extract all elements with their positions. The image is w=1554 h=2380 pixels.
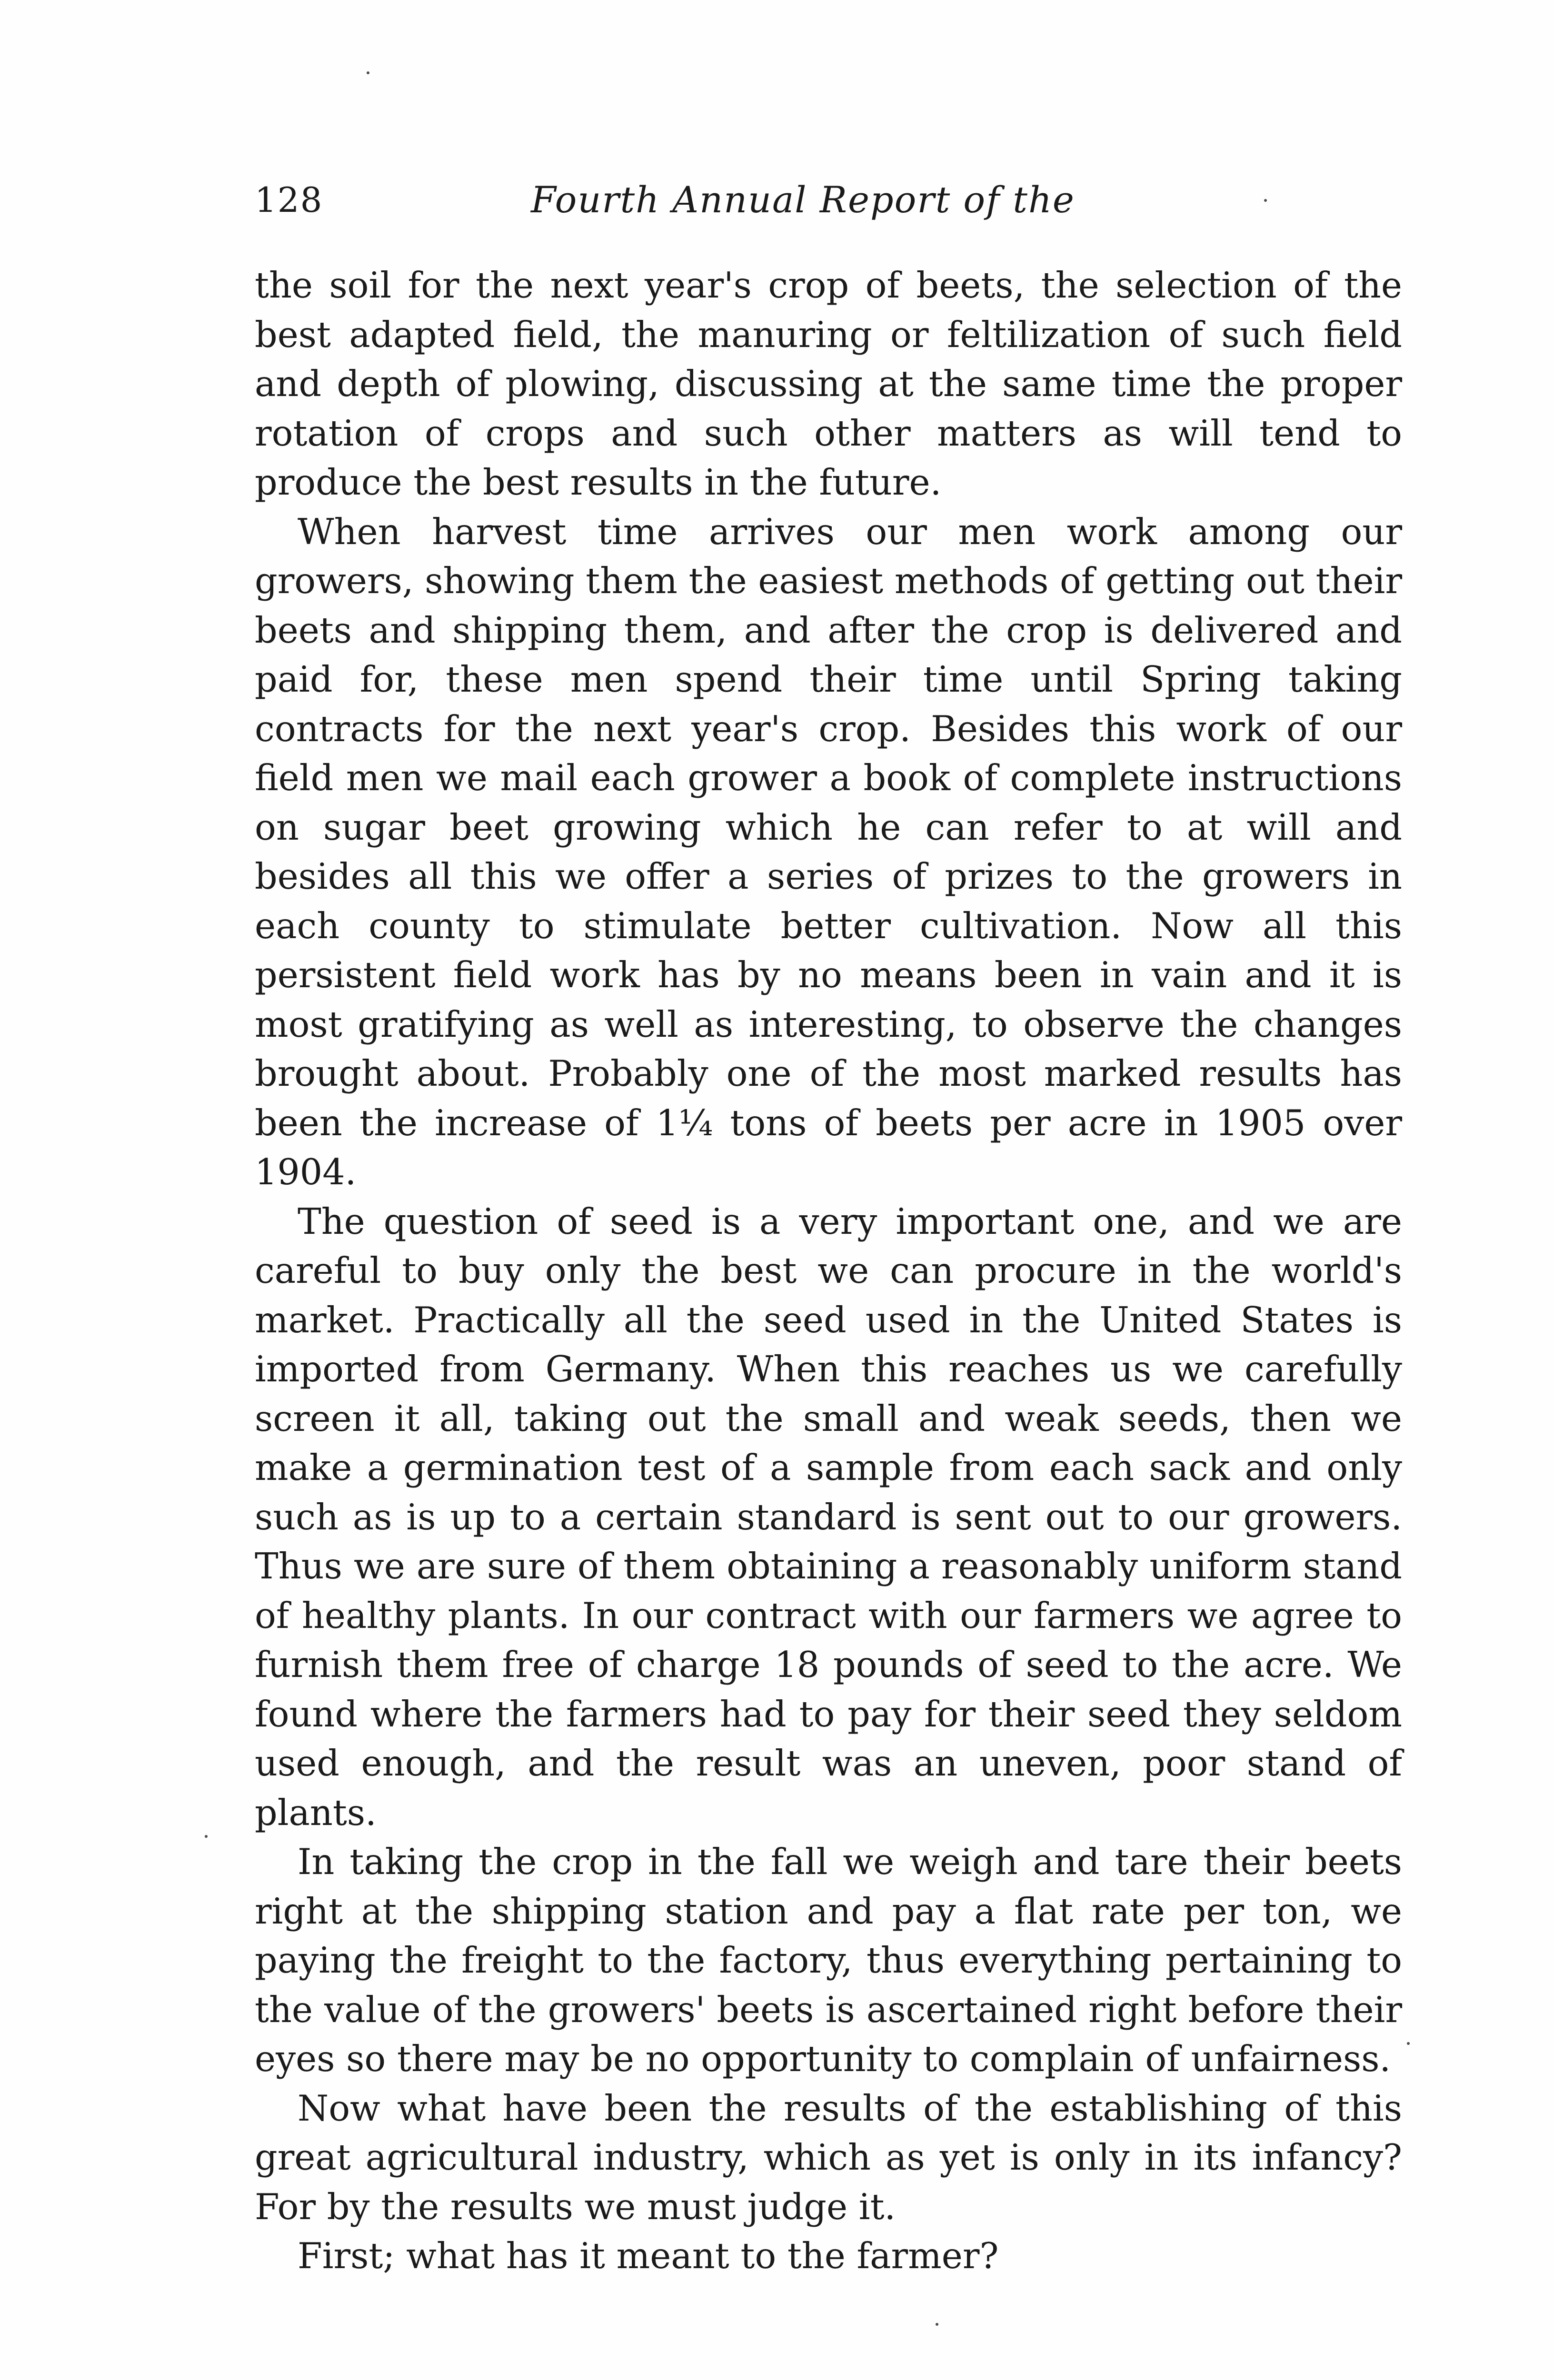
paragraph-results: Now what have been the results of the establishing of this great agricultural industry, which as yet is only in its infancy? For by the results we must judge it.	[255, 2087, 1402, 2228]
paragraph-harvest-time: When harvest time arrives our men work among our growers, showing them the easiest methods of getting out their beets and shipping them, and after the crop is delivered and paid for, these men spend their time until Spring taking contracts for the next year's crop. Besides this work of our field men we mail each grower a book of complete instructions on sugar beet growing which he can refer to at will and besides all this we offer a series of prizes to the growers in each county to stimulate better cultivation. Now all this persistent field work has by no means been in vain and it is most gratifying as well as interesting, to observe the changes brought about. Probably one of the most marked results has been the increase of 1¼ tons of beets per acre in 1905 over 1904.	[255, 511, 1402, 1193]
paper-speck	[205, 1835, 208, 1838]
paragraph-continued: the soil for the next year's crop of beets, the selection of the best adapted field, the manuring or feltilization of such field and depth of plowing, discussing at the same time the proper rotation of crops and such other matters as will tend to produce the best results in the future.	[255, 265, 1402, 503]
paragraph-seed-question: The question of seed is a very important one, and we are careful to buy only the best we can procure in the world's market. Practically all the seed used in the United States is imported from Germany. When this reaches us we carefully screen it all, taking out the small and weak seeds, then we make a germination test of a sample from each sack and only such as is up to a certain standard is sent out to our growers. Thus we are sure of them obtaining a reasonably uniform stand of healthy plants. In our contract with our farmers we agree to furnish them free of charge 18 pounds of seed to the acre. We found where the farmers had to pay for their seed they seldom used enough, and the result was an uneven, poor stand of plants.	[255, 1200, 1402, 1834]
page-number: 128	[255, 180, 323, 220]
paragraph-farmer-question: First; what has it meant to the farmer?	[298, 2235, 999, 2277]
paper-speck	[367, 71, 369, 74]
paper-speck	[1264, 199, 1267, 202]
body-text	[255, 261, 1402, 2281]
paragraph-taking-crop: In taking the crop in the fall we weigh and tare their beets right at the shipping station and pay a flat rate per ton, we paying the freight to the factory, thus everything pertaining to the value of the growers' beets is ascertained right before their eyes so there may be no opportunity to complain of unfairness.	[255, 1841, 1402, 2080]
running-title: Fourth Annual Report of the	[531, 178, 1075, 221]
paper-speck	[1407, 2042, 1410, 2045]
running-head	[255, 176, 1412, 228]
paper-speck	[936, 2323, 938, 2326]
